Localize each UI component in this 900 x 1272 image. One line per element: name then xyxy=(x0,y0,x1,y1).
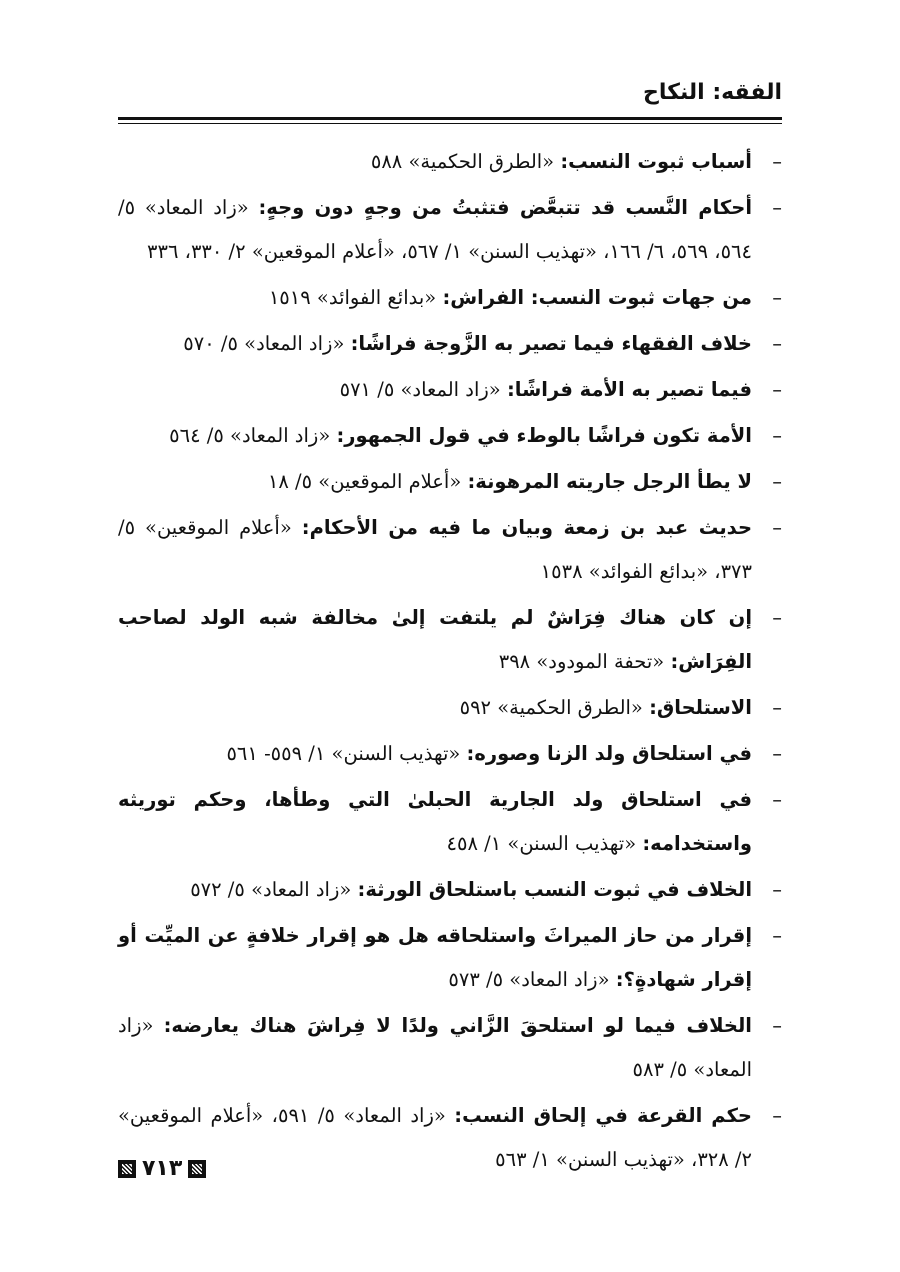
entry-dash: – xyxy=(772,286,782,309)
index-entry xyxy=(118,732,782,776)
entry-reference: «الطرق الحكمية» ٥٩٢ xyxy=(459,696,643,719)
entry-dash: – xyxy=(772,150,782,173)
entry-dash: – xyxy=(772,1104,782,1127)
entry-title: إن كان هناك فِرَاشٌ لم يلتفت إلىٰ مخالفة شبه الولد لصاحب الفِرَاش: xyxy=(118,606,752,673)
entry-title: في استلحاق ولد الجارية الحبلىٰ التي وطأها، وحكم توريثه واستخدامه: xyxy=(118,788,752,855)
entry-title: في استلحاق ولد الزنا وصوره: xyxy=(466,742,752,765)
square-ornament-icon xyxy=(118,1160,136,1178)
entry-dash: – xyxy=(772,878,782,901)
entry-title: الخلاف في ثبوت النسب باستلحاق الورثة: xyxy=(357,878,752,901)
entry-title: من جهات ثبوت النسب: الفراش: xyxy=(442,286,752,309)
index-entry xyxy=(118,506,782,594)
running-header-title: الفقه: النكاح xyxy=(643,80,782,105)
page-footer xyxy=(118,1156,206,1181)
entry-reference: «تهذيب السنن» ١/ ٤٥٨ xyxy=(446,832,637,855)
entry-title: الخلاف فيما لو استلحقَ الزَّاني ولدًا لا فِراشَ هناك يعارضه: xyxy=(163,1014,752,1037)
entry-dash: – xyxy=(772,196,782,219)
entry-dash: – xyxy=(772,332,782,355)
entry-dash: – xyxy=(772,516,782,539)
header-rule-thin xyxy=(118,123,782,124)
index-entry xyxy=(118,1094,782,1182)
entry-reference: «الطرق الحكمية» ٥٨٨ xyxy=(370,150,555,173)
entry-title: إقرار من حاز الميراثَ واستلحاقه هل هو إقرار خلافةٍ عن الميِّت أو إقرار شهادةٍ؟: xyxy=(118,924,752,991)
square-ornament-icon xyxy=(188,1160,206,1178)
entry-reference: «تهذيب السنن» ١/ ٥٥٩- ٥٦١ xyxy=(226,742,461,765)
entry-reference: «زاد المعاد» ٥/ ٥٦٤، ٥٦٩، ٦/ ١٦٦، «تهذيب السنن» ١/ ٥٦٧، «أعلام الموقعين» ٢/ ٣٣٠، ٣٣٦ xyxy=(118,196,752,263)
entry-title: حكم القرعة في إلحاق النسب: xyxy=(454,1104,752,1127)
entry-dash: – xyxy=(772,696,782,719)
index-entry xyxy=(118,686,782,730)
index-entry xyxy=(118,414,782,458)
entry-reference: «أعلام الموقعين» ٥/ ٣٧٣، «بدائع الفوائد» ١٥٣٨ xyxy=(118,516,752,583)
entry-title: حديث عبد بن زمعة وبيان ما فيه من الأحكام: xyxy=(301,516,753,539)
entry-reference: «زاد المعاد» ٥/ ٥٧٣ xyxy=(448,968,610,991)
entry-dash: – xyxy=(772,1014,782,1037)
page-number: ٧١٣ xyxy=(142,1156,183,1181)
entry-dash: – xyxy=(772,606,782,629)
index-entry xyxy=(118,368,782,412)
index-entry xyxy=(118,596,782,684)
entry-reference: «أعلام الموقعين» ٥/ ١٨ xyxy=(267,470,462,493)
index-entry xyxy=(118,460,782,504)
header-rule-thick xyxy=(118,117,782,120)
entry-reference: «زاد المعاد» ٥/ ٥٦٤ xyxy=(169,424,331,447)
index-entry xyxy=(118,868,782,912)
index-entry xyxy=(118,1004,782,1092)
index-entry xyxy=(118,322,782,366)
entry-reference: «زاد المعاد» ٥/ ٥٨٣ xyxy=(118,1014,752,1081)
index-entries xyxy=(118,140,782,1184)
entry-reference: «تحفة المودود» ٣٩٨ xyxy=(498,650,665,673)
entry-title: فيما تصير به الأمة فراشًا: xyxy=(506,378,752,401)
entry-title: خلاف الفقهاء فيما تصير به الزَّوجة فراشًا: xyxy=(350,332,752,355)
index-entry xyxy=(118,778,782,866)
entry-title: أسباب ثبوت النسب: xyxy=(560,150,752,173)
entry-title: أحكام النَّسب قد تتبعَّض فتثبتُ من وجهٍ دون وجهٍ: xyxy=(258,196,752,219)
entry-reference: «زاد المعاد» ٥/ ٥٧١ xyxy=(339,378,501,401)
entry-dash: – xyxy=(772,788,782,811)
entry-reference: «بدائع الفوائد» ١٥١٩ xyxy=(268,286,437,309)
entry-dash: – xyxy=(772,742,782,765)
entry-dash: – xyxy=(772,470,782,493)
entry-title: الاستلحاق: xyxy=(649,696,752,719)
index-entry xyxy=(118,186,782,274)
index-entry xyxy=(118,914,782,1002)
entry-dash: – xyxy=(772,424,782,447)
entry-title: لا يطأ الرجل جاريته المرهونة: xyxy=(467,470,752,493)
entry-dash: – xyxy=(772,378,782,401)
entry-dash: – xyxy=(772,924,782,947)
entry-reference: «زاد المعاد» ٥/ ٥٧٠ xyxy=(183,332,345,355)
index-entry xyxy=(118,276,782,320)
entry-reference: «زاد المعاد» ٥/ ٥٩١، «أعلام الموقعين» ٢/ ٣٢٨، «تهذيب السنن» ١/ ٥٦٣ xyxy=(118,1104,752,1171)
entry-reference: «زاد المعاد» ٥/ ٥٧٢ xyxy=(190,878,352,901)
index-entry xyxy=(118,140,782,184)
entry-title: الأمة تكون فراشًا بالوطء في قول الجمهور: xyxy=(336,424,752,447)
